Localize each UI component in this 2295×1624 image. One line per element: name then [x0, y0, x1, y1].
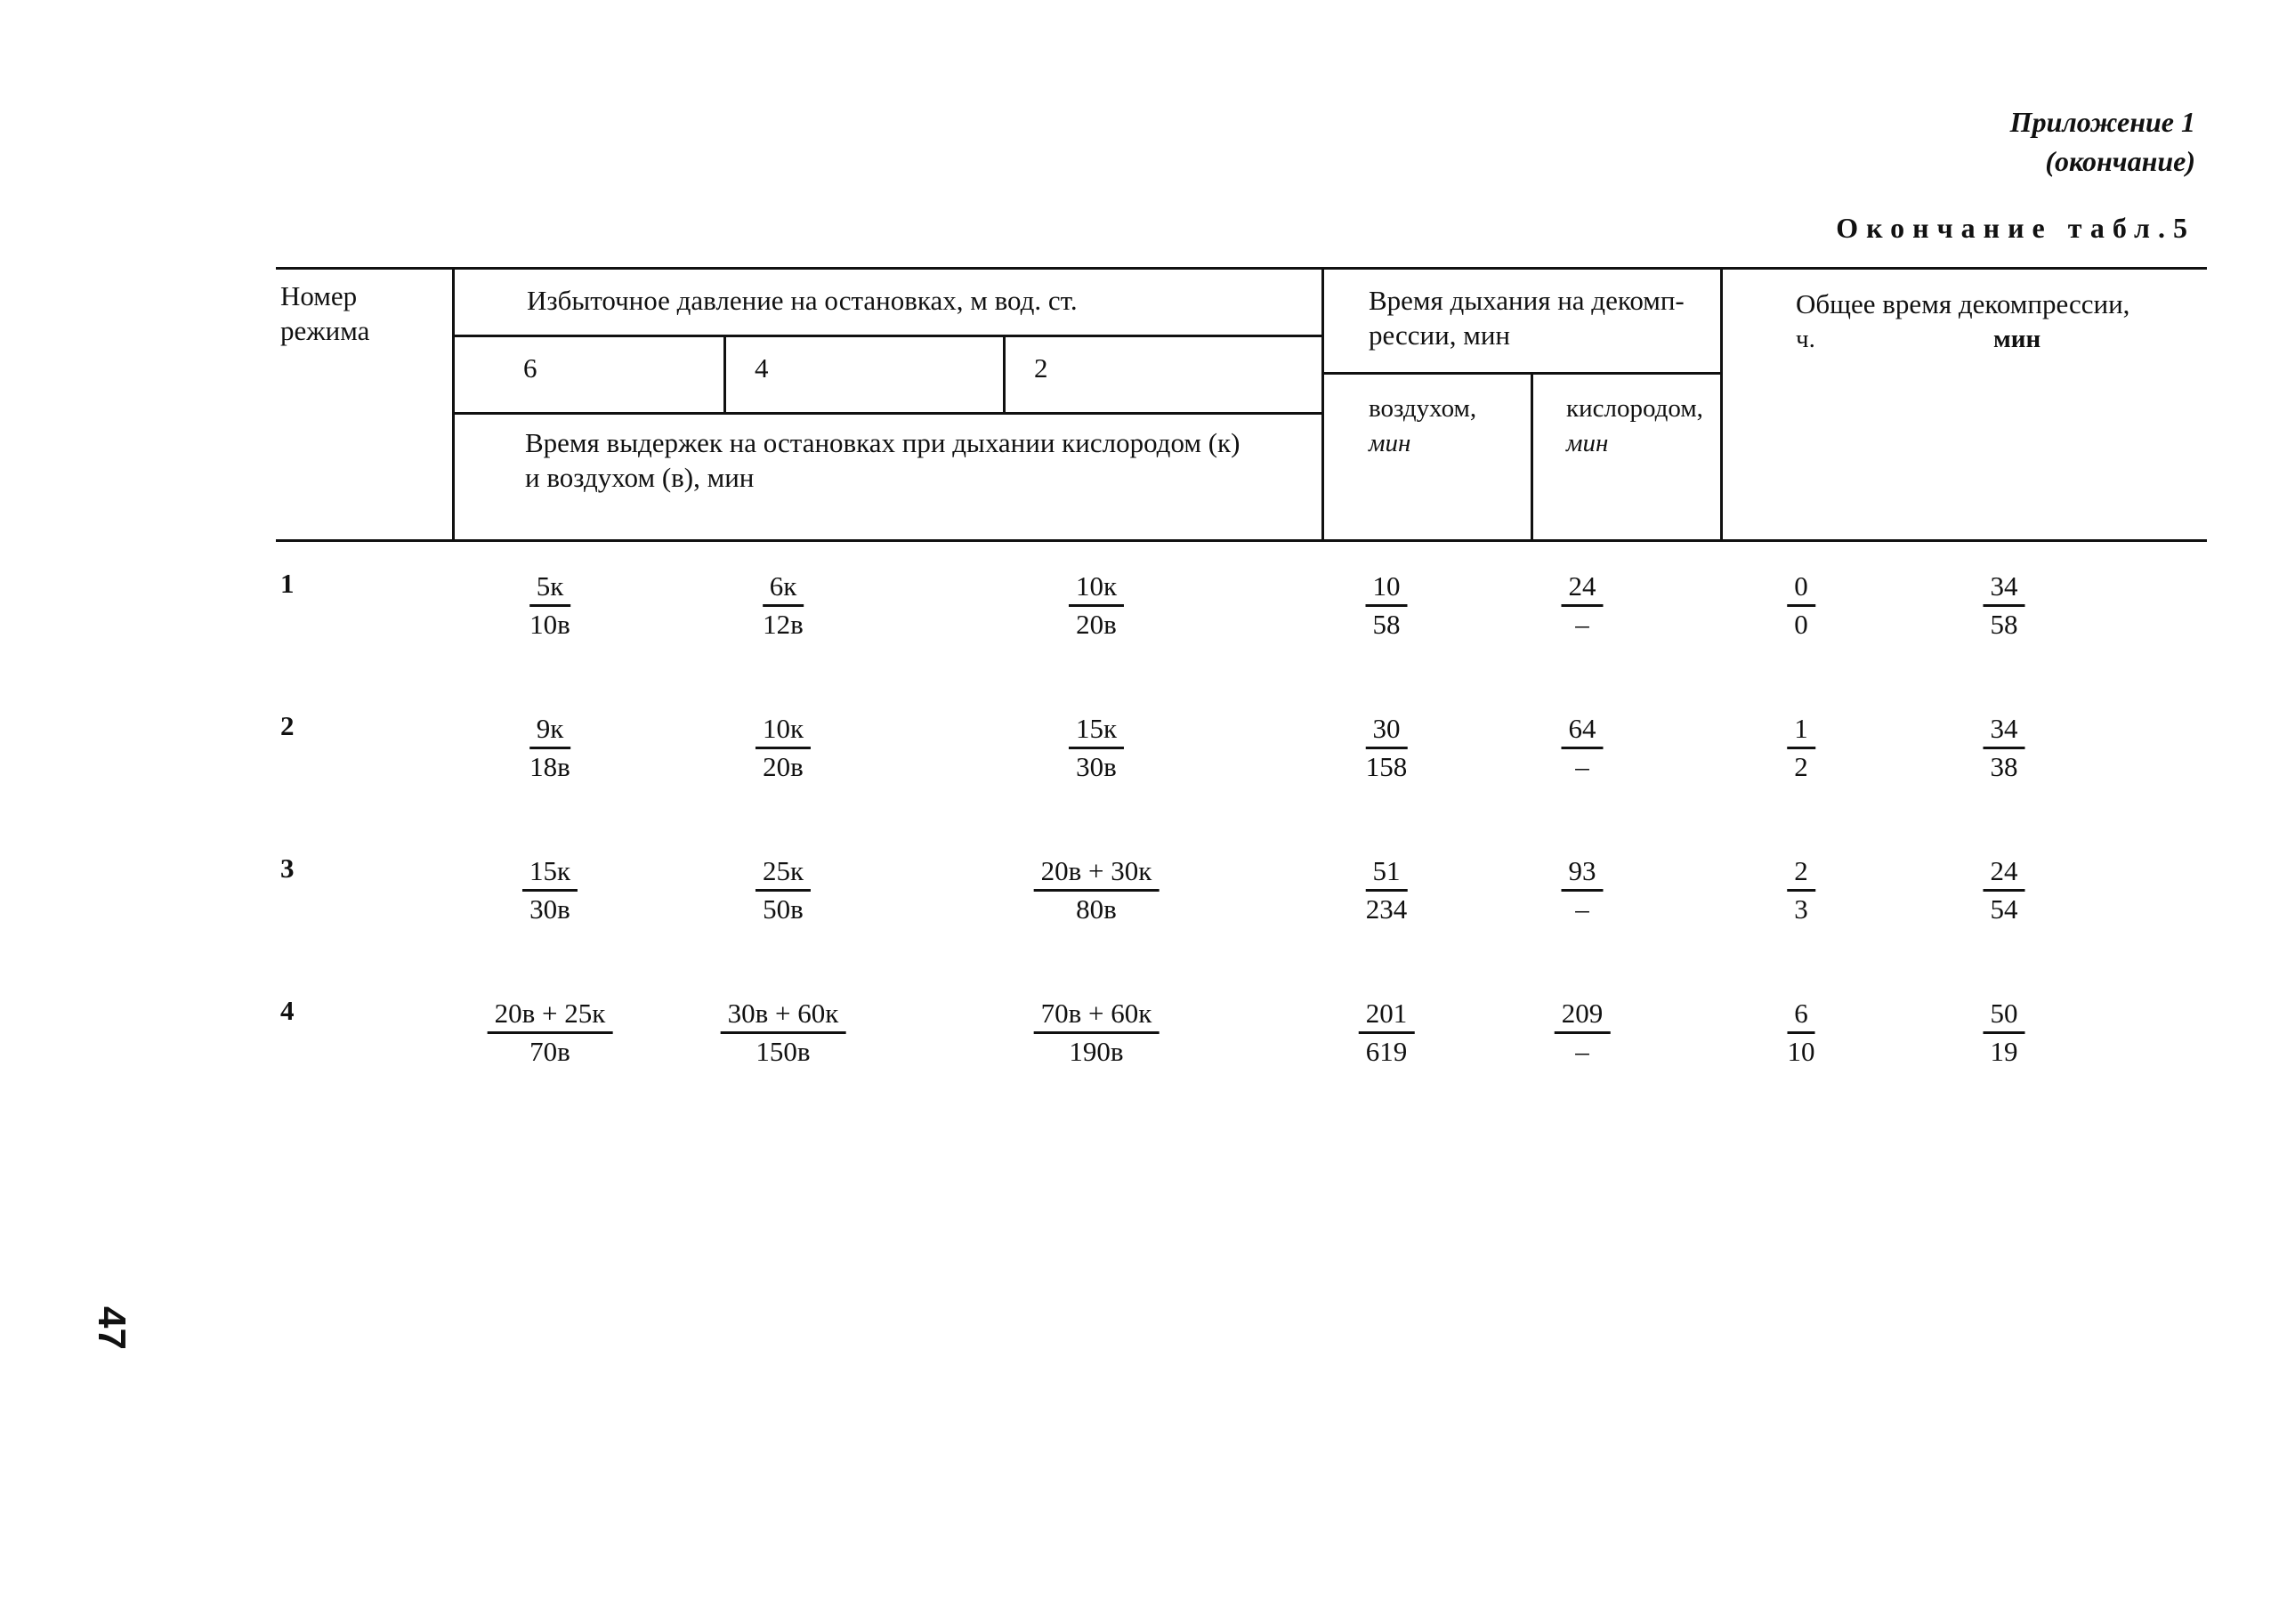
row-mode-number: 2	[280, 710, 295, 741]
fraction-numerator: 30	[1366, 712, 1408, 749]
page-number: 47	[90, 1306, 133, 1350]
fraction-denominator: 2	[1794, 751, 1808, 782]
fraction-numerator: 70в + 60к	[1034, 997, 1160, 1034]
fraction-numerator: 34	[1984, 712, 2025, 749]
col-divider-stop6	[723, 335, 726, 414]
fraction-numerator: 50	[1984, 997, 2025, 1034]
cell-stop4	[756, 712, 811, 784]
fraction-numerator: 10	[1366, 570, 1408, 607]
header-total-minutes: мин	[1993, 325, 2041, 353]
fraction-numerator: 51	[1366, 854, 1408, 892]
cell-stop2	[1034, 854, 1160, 926]
cell-stop2	[1069, 712, 1124, 784]
cell-minutes	[1984, 997, 2025, 1069]
fraction-numerator: 64	[1562, 712, 1604, 749]
cell-oxygen	[1562, 570, 1604, 642]
cell-hours	[1787, 712, 1815, 784]
fraction-denominator: –	[1575, 1036, 1589, 1067]
header-total-time: Общее время декомпрессии,	[1796, 288, 2130, 319]
cell-minutes	[1984, 570, 2025, 642]
fraction-denominator: 0	[1794, 609, 1808, 640]
fraction-denominator: 30в	[1076, 751, 1117, 782]
table-top-border	[276, 267, 2207, 270]
header-total-hours: ч.	[1796, 325, 1815, 353]
fraction-numerator: 5к	[529, 570, 571, 607]
cell-stop6	[522, 570, 578, 642]
header-stop-4: 4	[755, 352, 769, 384]
header-breath-line2: рессии, мин	[1369, 319, 1511, 351]
fraction-denominator: 58	[1372, 609, 1401, 640]
cell-minutes	[1984, 854, 2025, 926]
cell-oxygen	[1555, 997, 1611, 1069]
header-stop-2: 2	[1034, 352, 1048, 384]
row-mode-number: 1	[280, 568, 295, 599]
fraction-denominator: 10	[1787, 1036, 1815, 1067]
cell-stop6	[522, 854, 578, 926]
cell-air	[1366, 570, 1408, 642]
header-hold-line1: Время выдержек на остановках при дыхании кислородом (к)	[525, 427, 1240, 458]
cell-hours	[1787, 570, 1815, 642]
fraction-numerator: 34	[1984, 570, 2025, 607]
fraction-denominator: 3	[1794, 893, 1808, 925]
cell-air	[1359, 854, 1415, 926]
appendix-title: Приложение 1	[2009, 106, 2195, 138]
fraction-denominator: 70в	[529, 1036, 570, 1067]
fraction-denominator: 38	[1990, 751, 2018, 782]
cell-minutes	[1984, 712, 2025, 784]
fraction-denominator: 12в	[763, 609, 804, 640]
fraction-denominator: 20в	[763, 751, 804, 782]
header-stop-6: 6	[523, 352, 537, 384]
appendix-subtitle: (окончание)	[2045, 145, 2195, 177]
header-bottom-border	[276, 539, 2207, 542]
fraction-denominator: –	[1575, 893, 1589, 925]
row-mode-number: 4	[280, 995, 295, 1026]
fraction-denominator: 20в	[1076, 609, 1117, 640]
cell-air	[1359, 997, 1415, 1069]
header-breath-line1: Время дыхания на декомп-	[1369, 285, 1685, 316]
fraction-numerator: 20в + 30к	[1034, 854, 1160, 892]
cell-stop2	[1034, 997, 1160, 1069]
fraction-denominator: 190в	[1069, 1036, 1124, 1067]
fraction-numerator: 1	[1787, 712, 1815, 749]
cell-stop6	[522, 712, 578, 784]
fraction-denominator: 150в	[756, 1036, 811, 1067]
header-mode-line1: Номер	[280, 280, 358, 311]
cell-hours	[1781, 997, 1822, 1069]
header-air-line2: мин	[1369, 429, 1411, 457]
cell-stop6	[488, 997, 613, 1069]
fraction-numerator: 6к	[763, 570, 804, 607]
header-mode-line2: режима	[280, 315, 370, 346]
fraction-numerator: 201	[1359, 997, 1415, 1034]
fraction-denominator: 30в	[529, 893, 570, 925]
fraction-numerator: 30в + 60к	[721, 997, 846, 1034]
fraction-denominator: –	[1575, 609, 1589, 640]
fraction-numerator: 10к	[1069, 570, 1124, 607]
fraction-denominator: 158	[1365, 751, 1408, 782]
fraction-numerator: 24	[1562, 570, 1604, 607]
fraction-numerator: 9к	[529, 712, 571, 749]
fraction-numerator: 24	[1984, 854, 2025, 892]
header-pressure-title: Избыточное давление на остановках, м вод. ст.	[527, 285, 1078, 316]
header-air-line1: воздухом,	[1369, 394, 1477, 423]
fraction-numerator: 10к	[756, 712, 811, 749]
fraction-numerator: 2	[1787, 854, 1815, 892]
header-oxygen-line2: мин	[1566, 429, 1609, 457]
table-caption: Окончание табл.5	[1836, 212, 2195, 244]
fraction-denominator: –	[1575, 751, 1589, 782]
fraction-denominator: 19	[1990, 1036, 2018, 1067]
header-mode-number	[280, 279, 369, 348]
fraction-numerator: 209	[1555, 997, 1611, 1034]
fraction-denominator: 10в	[529, 609, 570, 640]
header-breath-time	[1369, 283, 1685, 352]
breath-sub-border	[1323, 372, 1722, 375]
fraction-denominator: 50в	[763, 893, 804, 925]
fraction-denominator: 18в	[529, 751, 570, 782]
col-divider-air	[1531, 372, 1533, 541]
cell-stop4	[756, 854, 811, 926]
fraction-denominator: 54	[1990, 893, 2018, 925]
cell-air	[1359, 712, 1415, 784]
col-divider-stop4	[1003, 335, 1006, 414]
fraction-numerator: 15к	[522, 854, 578, 892]
col-divider-mode	[452, 267, 455, 541]
fraction-numerator: 15к	[1069, 712, 1124, 749]
col-divider-pressure	[1321, 267, 1324, 541]
cell-oxygen	[1562, 712, 1604, 784]
col-divider-breath	[1720, 267, 1723, 541]
fraction-numerator: 0	[1787, 570, 1815, 607]
cell-oxygen	[1562, 854, 1604, 926]
header-hold-line2: и воздухом (в), мин	[525, 462, 755, 493]
fraction-numerator: 25к	[756, 854, 811, 892]
header-air	[1369, 392, 1476, 461]
cell-hours	[1787, 854, 1815, 926]
appendix-heading	[2010, 102, 2195, 181]
row-mode-number: 3	[280, 852, 295, 884]
fraction-denominator: 619	[1365, 1036, 1408, 1067]
header-oxygen-line1: кислородом,	[1566, 394, 1703, 423]
fraction-numerator: 93	[1562, 854, 1604, 892]
header-hold-time	[525, 425, 1240, 495]
stops-row-border	[454, 335, 1323, 337]
hold-row-border	[454, 412, 1323, 415]
cell-stop4	[756, 570, 811, 642]
fraction-denominator: 234	[1365, 893, 1408, 925]
cell-stop2	[1069, 570, 1124, 642]
fraction-denominator: 58	[1990, 609, 2018, 640]
fraction-denominator: 80в	[1076, 893, 1117, 925]
fraction-numerator: 20в + 25к	[488, 997, 613, 1034]
cell-stop4	[721, 997, 846, 1069]
header-oxygen	[1566, 392, 1703, 461]
fraction-numerator: 6	[1787, 997, 1815, 1034]
